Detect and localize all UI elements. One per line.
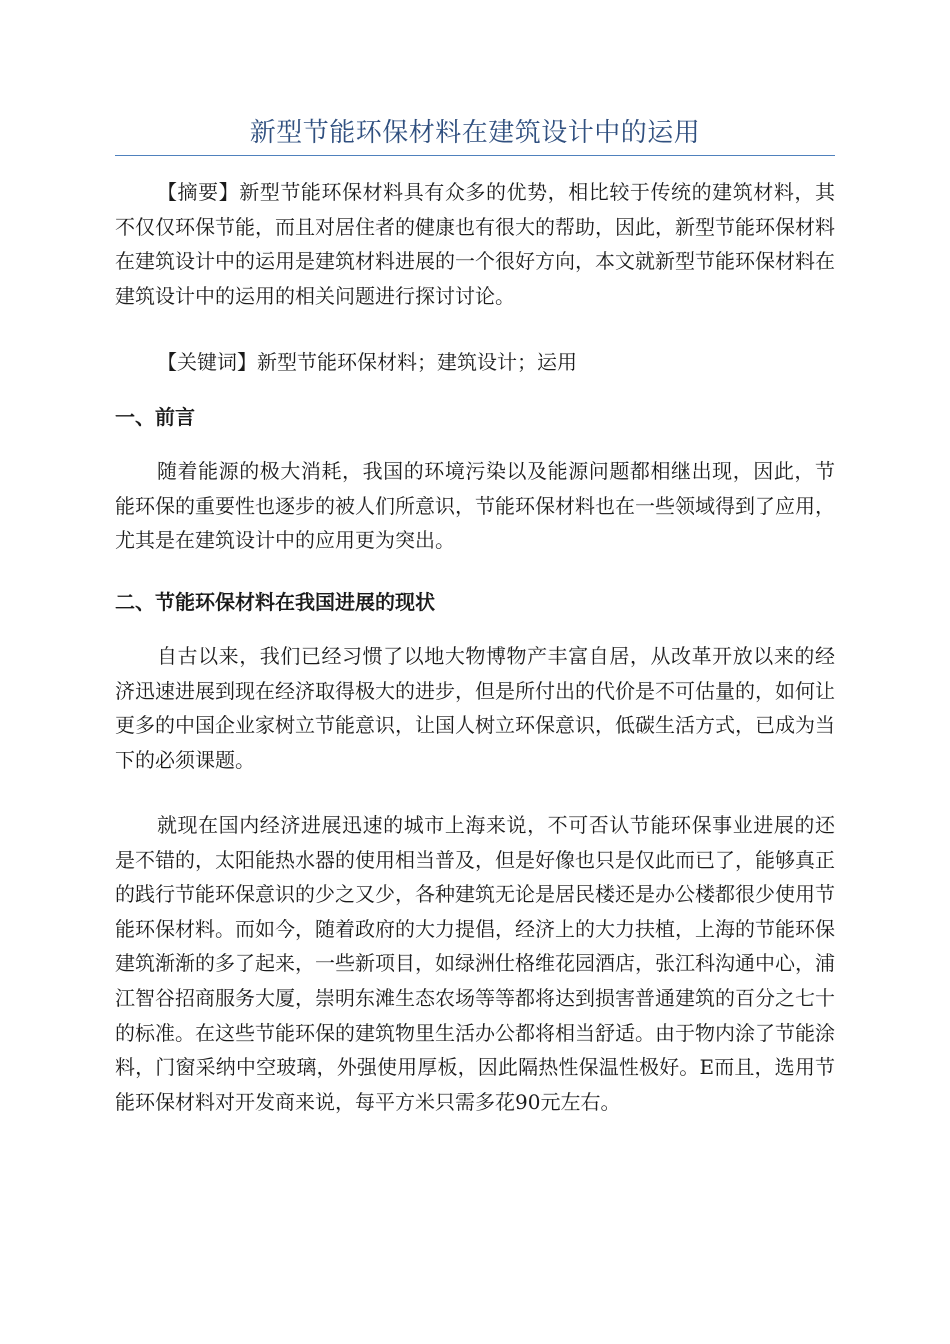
section-heading-preface: 一、前言	[115, 405, 195, 429]
status-paragraph-1: 自古以来，我们已经习惯了以地大物博物产丰富自居，从改革开放以来的经济迅速进展到现在经济取得极大的进步，但是所付出的代价是不可估量的，如何让更多的中国企业家树立节能意识，让国人树立环保意识，低碳生活方式，已成为当下的必须课题。	[115, 644, 835, 772]
title-underline	[115, 155, 835, 156]
document-title: 新型节能环保材料在建筑设计中的运用	[249, 118, 701, 148]
keywords-line: 【关键词】新型节能环保材料；建筑设计；运用	[157, 350, 577, 374]
section-heading-status: 二、节能环保材料在我国进展的现状	[115, 590, 435, 614]
status-paragraph-2: 就现在国内经济进展迅速的城市上海来说，不可否认节能环保事业进展的还是不错的，太阳能热水器的使用相当普及，但是好像也只是仅此而已了，能够真正的践行节能环保意识的少之又少，各种建筑无论是居民楼还是办公楼都很少使用节能环保材料。而如今，随着政府的大力提倡，经济上的大力扶植，上海的节能环保建筑渐渐的多了起来，一些新项目，如绿洲仕格维花园酒店，张江科沟通中心，浦江智谷招商服务大厦，崇明东滩生态农场等等都将达到损害普通建筑的百分之七十的标准。在这些节能环保的建筑物里生活办公都将相当舒适。由于物内涂了节能涂料，门窗采纳中空玻璃，外强使用厚板，因此隔热性保温性极好。E而且，选用节能环保材料对开发商来说，每平方米只需多花90元左右。	[115, 813, 835, 1114]
abstract-paragraph: 【摘要】新型节能环保材料具有众多的优势，相比较于传统的建筑材料，其不仅仅环保节能，而且对居住者的健康也有很大的帮助，因此，新型节能环保材料在建筑设计中的运用是建筑材料进展的一个很好方向，本文就新型节能环保材料在建筑设计中的运用的相关问题进行探讨讨论。	[115, 180, 835, 308]
preface-paragraph: 随着能源的极大消耗，我国的环境污染以及能源问题都相继出现，因此，节能环保的重要性也逐步的被人们所意识，节能环保材料也在一些领域得到了应用，尤其是在建筑设计中的应用更为突出。	[115, 459, 835, 553]
